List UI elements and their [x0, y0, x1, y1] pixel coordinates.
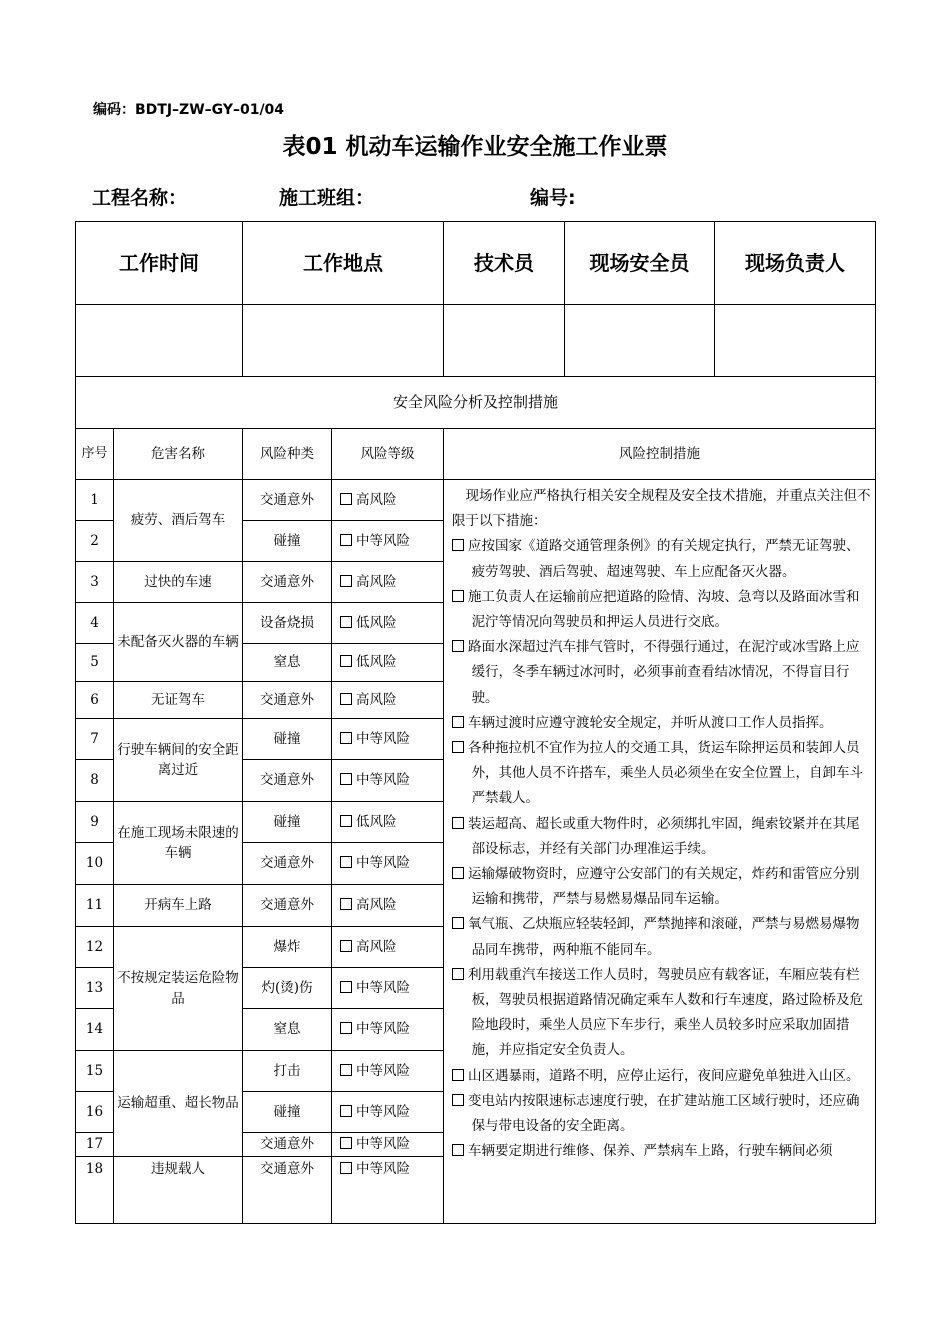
hazard-cell: 运输超重、超长物品 [114, 1051, 243, 1157]
risk-type-cell: 交通意外 [243, 480, 332, 521]
info-header-row [76, 222, 876, 305]
risk-type-cell: 交通意外 [243, 682, 332, 719]
seq-cell: 18 [76, 1157, 114, 1224]
hazard-cell: 过快的车速 [114, 562, 243, 603]
checkbox-icon[interactable] [340, 1105, 352, 1117]
team-label: 施工班组： [279, 187, 375, 209]
hazard-cell: 在施工现场未限速的车辆 [114, 802, 243, 885]
measure-item: 利用载重汽车接送工作人员时，驾驶员应有载客证，车厢应装有栏板，驾驶员根据道路情况确定乘车人数和行车速度，路过险桥及危险地段时，乘坐人员应下车步行，乘坐人员较多时应采取加固措施，并应指定安全负责人。 [452, 963, 871, 1064]
project-name-label: 工程名称： [92, 187, 188, 209]
measure-item: 应按国家《道路交通管理条例》的有关规定执行，严禁无证驾驶、疲劳驾驶、酒后驾驶、超速驾驶、车上应配备灭火器。 [452, 534, 871, 584]
seq-cell: 14 [76, 1009, 114, 1051]
risk-level-cell: 高风险 [332, 885, 444, 927]
measure-item: 运输爆破物资时，应遵守公安部门的有关规定，炸药和雷管应分别运输和携带，严禁与易燃易爆品同车运输。 [452, 862, 871, 912]
risk-type-cell: 爆炸 [243, 927, 332, 968]
checkbox-icon[interactable] [452, 1094, 464, 1106]
hazard-cell: 不按规定装运危险物品 [114, 927, 243, 1051]
table-row [76, 480, 876, 521]
hazard-cell: 开病车上路 [114, 885, 243, 927]
section-title: 安全风险分析及控制措施 [76, 377, 876, 429]
hazard-cell: 未配备灭火器的车辆 [114, 603, 243, 682]
risk-level-cell: 中等风险 [332, 1157, 444, 1224]
col-control-header: 风险控制措施 [444, 429, 876, 480]
checkbox-icon[interactable] [340, 534, 352, 546]
checkbox-icon[interactable] [340, 493, 352, 505]
seq-cell: 15 [76, 1051, 114, 1092]
seq-cell: 9 [76, 802, 114, 843]
risk-level-cell: 中等风险 [332, 1092, 444, 1133]
checkbox-icon[interactable] [452, 590, 464, 602]
checkbox-icon[interactable] [340, 1137, 352, 1149]
work-ticket-table [75, 221, 876, 1224]
risk-level-cell: 高风险 [332, 682, 444, 719]
risk-type-cell: 交通意外 [243, 885, 332, 927]
checkbox-icon[interactable] [340, 1022, 352, 1034]
risk-level-cell: 中等风险 [332, 719, 444, 760]
header-technician: 技术员 [444, 222, 565, 305]
control-measures [444, 480, 876, 1224]
checkbox-icon[interactable] [340, 898, 352, 910]
risk-type-cell: 打击 [243, 1051, 332, 1092]
header-site-manager: 现场负责人 [715, 222, 876, 305]
technician-cell[interactable] [444, 305, 565, 377]
header-work-time: 工作时间 [76, 222, 243, 305]
seq-cell: 3 [76, 562, 114, 603]
measure-item: 车辆过渡时应遵守渡轮安全规定，并听从渡口工作人员指挥。 [452, 711, 871, 736]
seq-cell: 2 [76, 521, 114, 562]
col-hazard-header: 危害名称 [114, 429, 243, 480]
hazard-cell: 违规载人 [114, 1157, 243, 1224]
risk-type-cell: 窒息 [243, 644, 332, 682]
seq-cell: 17 [76, 1133, 114, 1157]
risk-level-cell: 中等风险 [332, 843, 444, 885]
hazard-cell: 疲劳、酒后驾车 [114, 480, 243, 562]
seq-cell: 7 [76, 719, 114, 760]
risk-level-cell: 中等风险 [332, 1133, 444, 1157]
seq-cell: 13 [76, 968, 114, 1009]
checkbox-icon[interactable] [452, 817, 464, 829]
seq-cell: 1 [76, 480, 114, 521]
risk-level-cell: 中等风险 [332, 1009, 444, 1051]
checkbox-icon[interactable] [452, 1069, 464, 1081]
risk-type-cell: 碰撞 [243, 1092, 332, 1133]
checkbox-icon[interactable] [340, 981, 352, 993]
column-header-row [76, 429, 876, 480]
checkbox-icon[interactable] [340, 1064, 352, 1076]
seq-cell: 4 [76, 603, 114, 644]
checkbox-icon[interactable] [452, 741, 464, 753]
risk-level-cell: 高风险 [332, 927, 444, 968]
checkbox-icon[interactable] [452, 716, 464, 728]
checkbox-icon[interactable] [340, 616, 352, 628]
measures-intro: 现场作业应严格执行相关安全规程及安全技术措施，并重点关注但不限于以下措施： [452, 488, 871, 530]
measure-item: 变电站内按限速标志速度行驶，在扩建站施工区域行驶时，还应确保与带电设备的安全距离。 [452, 1089, 871, 1139]
risk-type-cell: 交通意外 [243, 1157, 332, 1224]
measure-item: 山区遇暴雨，道路不明，应停止运行，夜间应避免单独进入山区。 [452, 1064, 871, 1089]
measure-item: 路面水深超过汽车排气管时，不得强行通过，在泥泞或冰雪路上应缓行，冬季车辆过冰河时，必须事前查看结冰情况，不得盲目行驶。 [452, 635, 871, 711]
checkbox-icon[interactable] [452, 1144, 464, 1156]
measure-item: 氧气瓶、乙炔瓶应轻装轻卸，严禁抛摔和滚碰，严禁与易燃易爆物品同车携带，两种瓶不能同车。 [452, 912, 871, 962]
work-location-cell[interactable] [243, 305, 444, 377]
seq-cell: 11 [76, 885, 114, 927]
risk-type-cell: 交通意外 [243, 562, 332, 603]
risk-type-cell: 碰撞 [243, 521, 332, 562]
risk-type-cell: 交通意外 [243, 843, 332, 885]
measure-item: 装运超高、超长或重大物件时，必须绑扎牢固，绳索铰紧并在其尾部设标志，并经有关部门办理准运手续。 [452, 812, 871, 862]
checkbox-icon[interactable] [452, 968, 464, 980]
measure-item: 施工负责人在运输前应把道路的险情、沟坡、急弯以及路面冰雪和泥泞等情况向驾驶员和押运人员进行交底。 [452, 585, 871, 635]
checkbox-icon[interactable] [452, 539, 464, 551]
risk-type-cell: 交通意外 [243, 760, 332, 802]
measure-item: 各种拖拉机不宜作为拉人的交通工具，货运车除押运员和装卸人员外，其他人员不许搭车，乘坐人员必须坐在安全位置上，自卸车斗严禁载人。 [452, 736, 871, 812]
checkbox-icon[interactable] [340, 815, 352, 827]
header-safety-officer: 现场安全员 [565, 222, 715, 305]
checkbox-icon[interactable] [452, 867, 464, 879]
risk-level-cell: 低风险 [332, 644, 444, 682]
risk-type-cell: 碰撞 [243, 719, 332, 760]
document-title: 表01 机动车运输作业安全施工作业票 [282, 134, 668, 160]
risk-level-cell: 中等风险 [332, 968, 444, 1009]
risk-type-cell: 交通意外 [243, 1133, 332, 1157]
checkbox-icon[interactable] [452, 917, 464, 929]
col-risk-level-header: 风险等级 [332, 429, 444, 480]
seq-cell: 10 [76, 843, 114, 885]
seq-cell: 16 [76, 1092, 114, 1133]
checkbox-icon[interactable] [340, 732, 352, 744]
risk-type-cell: 窒息 [243, 1009, 332, 1051]
work-time-cell[interactable] [76, 305, 243, 377]
seq-cell: 5 [76, 644, 114, 682]
risk-level-cell: 低风险 [332, 603, 444, 644]
info-value-row [76, 305, 876, 377]
seq-cell: 8 [76, 760, 114, 802]
checkbox-icon[interactable] [340, 773, 352, 785]
checkbox-icon[interactable] [340, 693, 352, 705]
checkbox-icon[interactable] [340, 940, 352, 952]
seq-cell: 6 [76, 682, 114, 719]
risk-type-cell: 设备烧损 [243, 603, 332, 644]
risk-level-cell: 高风险 [332, 480, 444, 521]
col-seq-header: 序号 [76, 429, 114, 480]
site-manager-cell[interactable] [715, 305, 876, 377]
risk-level-cell: 中等风险 [332, 521, 444, 562]
safety-officer-cell[interactable] [565, 305, 715, 377]
number-label: 编号: [530, 187, 576, 209]
risk-level-cell: 中等风险 [332, 760, 444, 802]
checkbox-icon[interactable] [340, 575, 352, 587]
risk-type-cell: 碰撞 [243, 802, 332, 843]
document-code: 编码：BDTJ–ZW–GY–01/04 [93, 102, 285, 118]
seq-cell: 12 [76, 927, 114, 968]
checkbox-icon[interactable] [340, 1162, 352, 1174]
hazard-cell: 行驶车辆间的安全距离过近 [114, 719, 243, 802]
checkbox-icon[interactable] [340, 856, 352, 868]
checkbox-icon[interactable] [452, 640, 464, 652]
risk-level-cell: 高风险 [332, 562, 444, 603]
checkbox-icon[interactable] [340, 655, 352, 667]
risk-level-cell: 中等风险 [332, 1051, 444, 1092]
hazard-cell: 无证驾车 [114, 682, 243, 719]
col-risk-type-header: 风险种类 [243, 429, 332, 480]
measure-item: 车辆要定期进行维修、保养、严禁病车上路，行驶车辆间必须 [452, 1139, 871, 1164]
risk-type-cell: 灼(烫)伤 [243, 968, 332, 1009]
risk-level-cell: 低风险 [332, 802, 444, 843]
header-work-location: 工作地点 [243, 222, 444, 305]
